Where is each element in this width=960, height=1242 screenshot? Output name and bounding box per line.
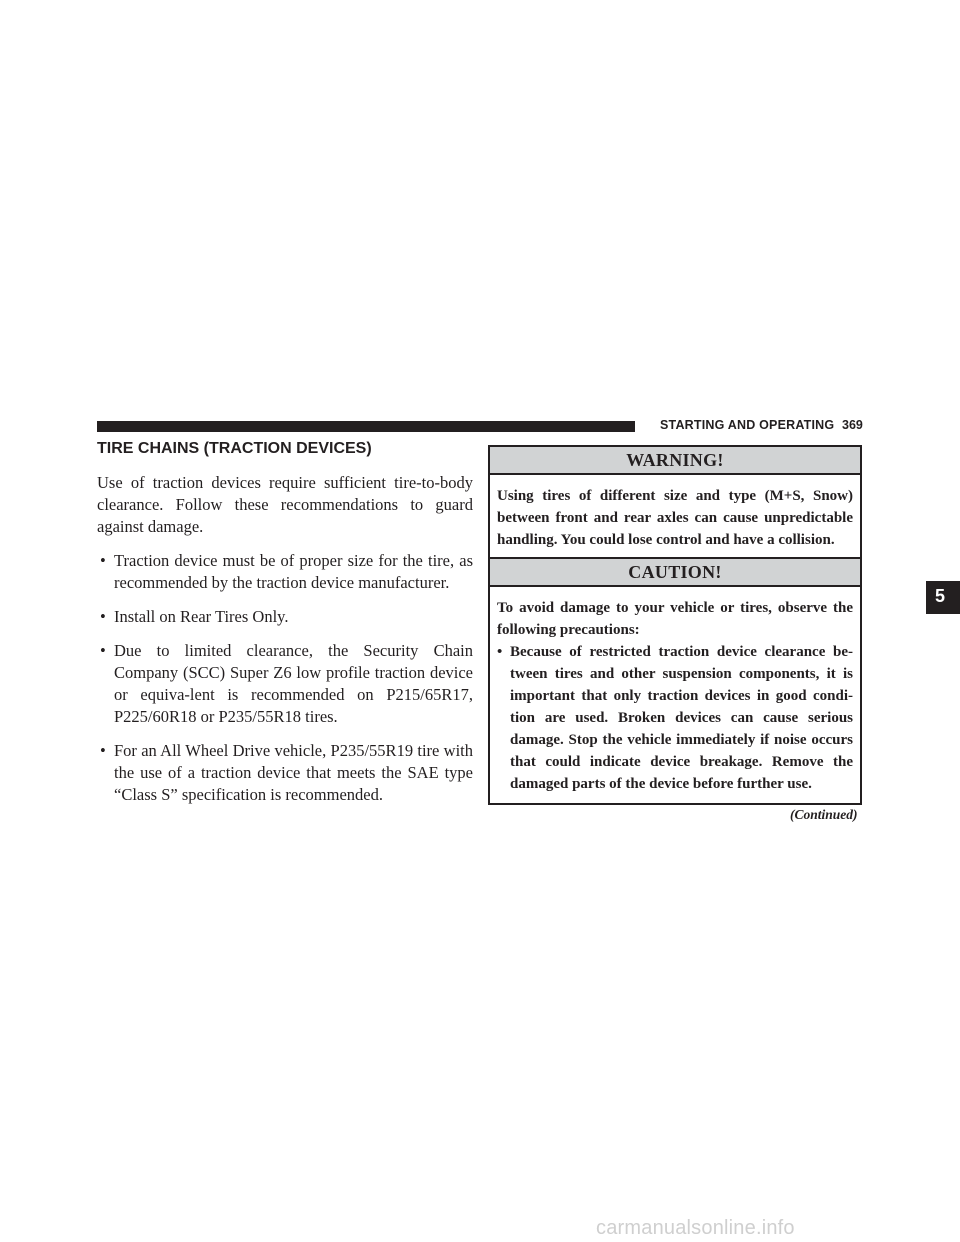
caution-list-item	[497, 641, 853, 795]
list-item-text: Traction device must be of proper size for the tire, as recommended by the traction device manufacturer.	[114, 551, 473, 592]
recommendation-list	[97, 550, 473, 806]
left-column	[97, 438, 473, 818]
page-number: 369	[842, 418, 863, 432]
section-title: STARTING AND OPERATING	[660, 418, 835, 432]
caution-box	[488, 557, 862, 805]
warning-title: WARNING!	[490, 447, 860, 475]
caution-title: CAUTION!	[490, 559, 860, 587]
warning-text: Using tires of different size and type (M+S, Snow) between front and rear axles can cause unpredictable handling. You could lose control and have a collision.	[497, 488, 853, 548]
list-item-text: For an All Wheel Drive vehicle, P235/55R19 tire with the use of a traction device that meets the SAE type “Class S” specification is recommended.	[114, 741, 473, 804]
caution-body	[490, 587, 860, 803]
list-item	[97, 550, 473, 594]
list-item-text: Install on Rear Tires Only.	[114, 607, 289, 626]
list-item	[97, 606, 473, 628]
caution-list-item-text: Because of restricted traction device clearance be-tween tires and other suspension components, it is important that only traction devices in good condi-tion are used. Broken devices can cause serious damage. Stop the vehicle immediately if noise occurs that could indicate device breakage. Remove the damaged parts of the device before further use.	[510, 644, 853, 792]
bullet-icon: •	[100, 641, 106, 660]
list-item	[97, 740, 473, 806]
section-heading: TIRE CHAINS (TRACTION DEVICES)	[97, 440, 372, 457]
bullet-icon: •	[100, 741, 106, 760]
watermark: carmanualsonline.info	[596, 1217, 795, 1239]
warning-box	[488, 445, 862, 561]
list-item-text: Due to limited clearance, the Security Chain Company (SCC) Super Z6 low profile traction device or equiva-lent is recommended on P215/65R17, P225/60R18 or P235/55R18 tires.	[114, 641, 473, 726]
bullet-icon: •	[497, 644, 503, 660]
bullet-icon: •	[100, 551, 106, 570]
header-rule	[97, 421, 635, 432]
list-item	[97, 640, 473, 728]
intro-paragraph: Use of traction devices require sufficient tire-to-body clearance. Follow these recommendations to guard against damage.	[97, 473, 473, 536]
chapter-tab: 5	[926, 581, 960, 614]
continued-label: (Continued)	[790, 807, 858, 822]
caution-intro: To avoid damage to your vehicle or tires, observe the following precautions:	[497, 600, 853, 638]
bullet-icon: •	[100, 607, 106, 626]
